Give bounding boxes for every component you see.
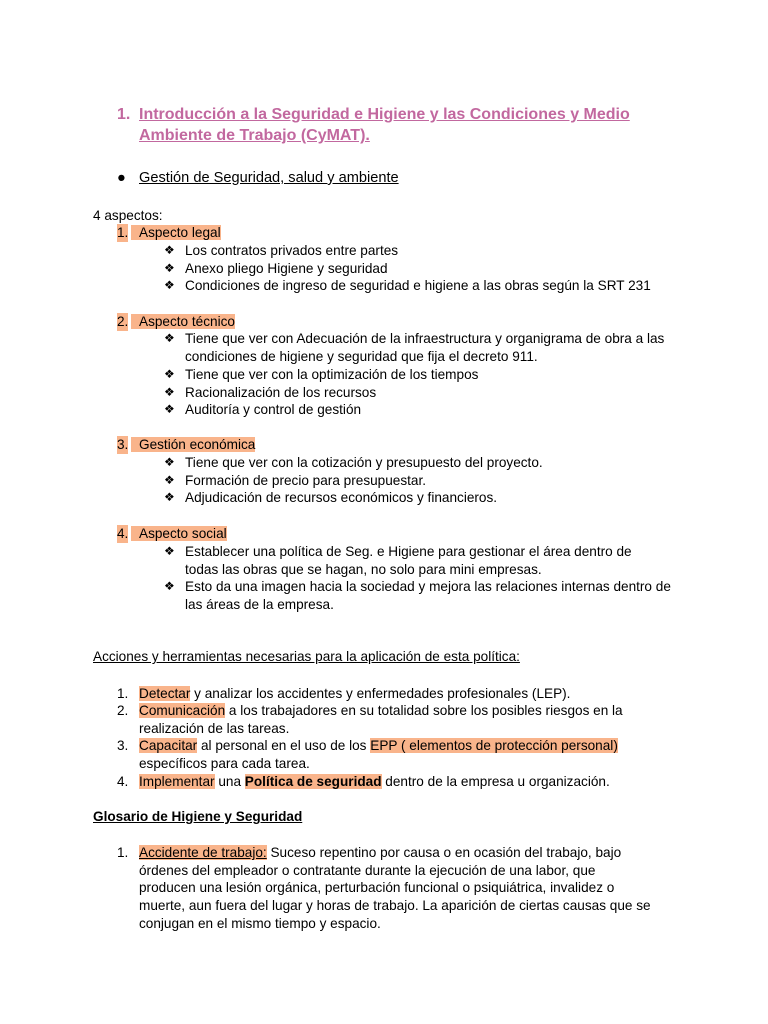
section-heading [117, 104, 677, 146]
action-3-line2: específicos para cada tarea. [139, 756, 310, 771]
action-3: Capacitar al personal en el uso de los EPP ( elementos de protección personal) [139, 738, 618, 753]
diamond-icon: ❖ [164, 544, 175, 558]
action-2: Comunicación a los trabajadores en su totalidad sobre los posibles riesgos en la [139, 703, 623, 718]
action-3-epp: EPP ( elementos de protección personal) [370, 738, 618, 753]
aspect-4-number: 4. [117, 526, 129, 541]
action-3-key: Capacitar [139, 738, 198, 753]
aspect-1-title: Aspecto legal [139, 224, 221, 242]
bullet-text: Gestión de Seguridad, salud y ambiente [139, 170, 399, 186]
aspect-3-item-3: Adjudicación de recursos económicos y financieros. [185, 490, 498, 505]
diamond-icon: ❖ [164, 331, 175, 345]
actions-heading: Acciones y herramientas necesarias para la aplicación de esta política: [93, 649, 520, 664]
action-4: Implementar una Política de seguridad dentro de la empresa u organización. [139, 774, 610, 789]
glossary-1-line4: muerte, aun fuera del lugar y horas de trabajo. La aparición de ciertas causas que se [139, 898, 651, 913]
heading-number: 1. [117, 106, 131, 123]
aspect-2-item-2: Tiene que ver con la optimización de los tiempos [185, 367, 479, 382]
diamond-icon: ❖ [164, 455, 175, 469]
aspect-3-title: Gestión económica [139, 436, 255, 454]
aspect-4-item-2: Esto da una imagen hacia la sociedad y mejora las relaciones internas dentro de las áreas de la empresa. [185, 579, 671, 612]
aspect-1-number: 1. [117, 225, 129, 240]
action-4-key: Implementar [139, 774, 215, 789]
glossary-1-line5: conjugan en el mismo tiempo y espacio. [139, 916, 381, 931]
aspect-4-item-1: Establecer una política de Seg. e Higiene para gestionar el área dentro de todas las obras que se hagan, no solo para mini empresas. [185, 544, 632, 577]
aspect-1-item-2: Anexo pliego Higiene y seguridad [185, 261, 388, 276]
aspect-3-item-1: Tiene que ver con la cotización y presupuesto del proyecto. [185, 455, 543, 470]
action-2-key: Comunicación [139, 703, 226, 718]
diamond-icon: ❖ [164, 579, 175, 593]
aspect-2-item-1: Tiene que ver con Adecuación de la infraestructura y organigrama de obra a las condiciones de higiene y seguridad que fija el decreto 911. [185, 331, 665, 364]
bullet-item [117, 168, 399, 188]
aspect-2-item-3: Racionalización de los recursos [185, 385, 377, 400]
glossary-1-number: 1. [117, 845, 129, 860]
aspect-2-number: 2. [117, 314, 129, 329]
aspect-4-title: Aspecto social [139, 525, 227, 543]
aspects-intro: 4 aspectos: [93, 208, 163, 223]
glossary-1-line1: Accidente de trabajo: Suceso repentino por causa o en ocasión del trabajo, bajo [139, 845, 622, 860]
diamond-icon: ❖ [164, 367, 175, 381]
action-1-key: Detectar [139, 686, 191, 701]
aspect-3-number: 3. [117, 437, 129, 452]
diamond-icon: ❖ [164, 261, 175, 275]
action-1: Detectar y analizar los accidentes y enfermedades profesionales (LEP). [139, 686, 571, 701]
glossary-1-line2: órdenes del empleador o contratante durante la ejecución de una labor, que [139, 863, 596, 878]
aspect-3-item-2: Formación de precio para presupuestar. [185, 473, 427, 488]
glossary-heading: Glosario de Higiene y Seguridad [93, 809, 303, 824]
action-2-number: 2. [117, 703, 129, 718]
diamond-icon: ❖ [164, 385, 175, 399]
diamond-icon: ❖ [164, 278, 175, 292]
aspect-2-title: Aspecto técnico [139, 313, 235, 331]
diamond-icon: ❖ [164, 243, 175, 257]
action-1-number: 1. [117, 686, 129, 701]
action-2-line2: realización de las tareas. [139, 721, 290, 736]
action-4-policy: Política de seguridad [244, 774, 382, 789]
bullet-icon: ● [117, 170, 126, 186]
aspect-2-item-4: Auditoría y control de gestión [185, 402, 362, 417]
aspect-1-item-3: Condiciones de ingreso de seguridad e higiene a las obras según la SRT 231 [185, 278, 651, 293]
glossary-1-line3: producen una lesión orgánica, perturbación funcional o psiquiátrica, invalidez o [139, 880, 615, 895]
action-3-number: 3. [117, 738, 129, 753]
diamond-icon: ❖ [164, 402, 175, 416]
aspect-1-item-1: Los contratos privados entre partes [185, 243, 399, 258]
diamond-icon: ❖ [164, 473, 175, 487]
glossary-term: Accidente de trabajo: [139, 845, 267, 860]
diamond-icon: ❖ [164, 490, 175, 504]
heading-text: Introducción a la Seguridad e Higiene y las Condiciones y Medio Ambiente de Trabajo (CyMAT). [139, 106, 630, 144]
action-4-number: 4. [117, 774, 129, 789]
